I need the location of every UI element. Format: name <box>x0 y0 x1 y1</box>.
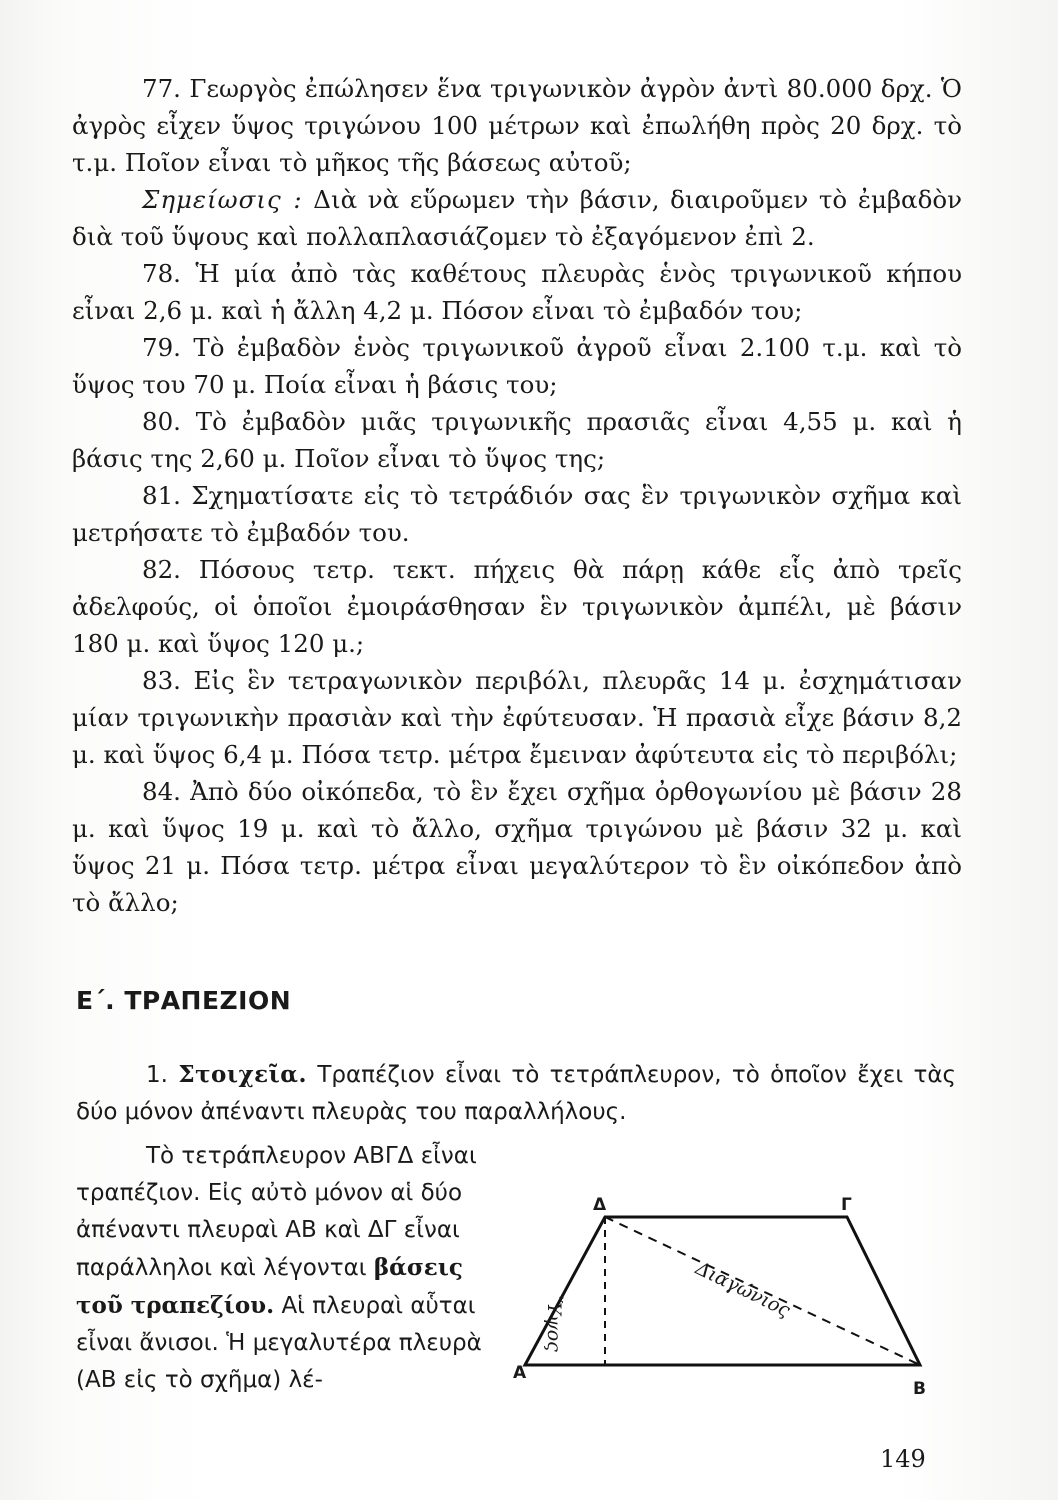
definition-number: 1. <box>146 1062 168 1088</box>
vertex-b-label: Β <box>913 1379 926 1399</box>
problem-text: Σχηματίσατε εἰς τὸ τετράδιόν σας ἓν τριγωνικὸν σχῆμα καὶ μετρήσατε τὸ ἐμβαδόν του. <box>72 481 963 547</box>
note-label: Σημείωσις : <box>142 185 303 214</box>
problem-number: 78. <box>142 259 181 288</box>
problem-text: Ἀπὸ δύο οἰκόπεδα, τὸ ἓν ἔχει σχῆμα ὀρθογωνίου μὲ βάσιν 28 μ. καὶ ὕψος 19 μ. καὶ τὸ ἄλλο, σχῆμα τριγώνου μὲ βάσιν 32 μ. καὶ ὕψος 21 μ. Πόσα τετρ. μέτρα εἶναι μεγαλύτερον τὸ ἓν οἰκόπεδον ἀπὸ τὸ ἄλλο; <box>72 777 962 917</box>
bases-term: βάσεις τοῦ τραπεζίου. <box>76 1254 463 1319</box>
definition-label: Στοιχεῖα. <box>178 1061 307 1088</box>
trapezoid-diagram <box>505 1195 935 1405</box>
diagonal-label: Διαγώνιος <box>692 1257 794 1322</box>
trapezoid-figure <box>505 1195 935 1405</box>
problem-82 <box>72 551 962 662</box>
body-part2: Αἱ πλευραὶ αὗται εἶναι ἄνισοι. Ἡ μεγαλυτέρα πλευρὰ (ΑΒ εἰς τὸ σχῆμα) λέ- <box>76 1293 482 1393</box>
problem-text: Τὸ ἐμβαδὸν ἑνὸς τριγωνικοῦ ἀγροῦ εἶναι 2.100 τ.μ. καὶ τὸ ὕψος του 70 μ. Ποία εἶναι ἡ βάσις του; <box>72 333 963 399</box>
problem-text: Πόσους τετρ. τεκτ. πήχεις θὰ πάρῃ κάθε εἷς ἀπὸ τρεῖς ἀδελφούς, οἱ ὁποῖοι ἐμοιράσθησαν ἓν τριγωνικὸν ἀμπέλι, μὲ βάσιν 180 μ. καὶ ὕψος 120 μ.; <box>72 555 962 658</box>
problem-number: 77. <box>142 74 181 103</box>
note <box>72 181 962 255</box>
vertex-a-label: Α <box>513 1363 527 1383</box>
body-paragraph <box>76 1138 496 1399</box>
problem-number: 82. <box>142 555 181 584</box>
problem-text: Ἡ μία ἀπὸ τὰς καθέτους πλευρὰς ἑνὸς τριγωνικοῦ κήπου εἶναι 2,6 μ. καὶ ἡ ἄλλη 4,2 μ. Πόσον εἶναι τὸ ἐμβαδόν του; <box>72 259 962 325</box>
problem-number: 83. <box>142 666 181 695</box>
problem-77 <box>72 70 962 181</box>
problem-text: Γεωργὸς ἐπώλησεν ἕνα τριγωνικὸν ἀγρὸν ἀντὶ 80.000 δρχ. Ὁ ἀγρὸς εἶχεν ὕψος τριγώνου 100 μέτρων καὶ ἐπωλήθη πρὸς 20 δρχ. τὸ τ.μ. Ποῖον εἶναι τὸ μῆκος τῆς βάσεως αὐτοῦ; <box>72 74 962 177</box>
problem-number: 79. <box>142 333 181 362</box>
problem-number: 84. <box>142 777 181 806</box>
problem-number: 81. <box>142 481 181 510</box>
problem-number: 80. <box>142 407 181 436</box>
body-text <box>76 1138 496 1399</box>
page-number: 149 <box>880 1445 926 1473</box>
note-text: Διὰ νὰ εὕρωμεν τὴν βάσιν, διαιροῦμεν τὸ ἐμβαδὸν διὰ τοῦ ὕψους καὶ πολλαπλασιάζομεν τὸ ἐξαγόμενον ἐπὶ 2. <box>72 185 962 251</box>
definition-paragraph <box>76 1056 956 1131</box>
vertex-g-label: Γ <box>841 1195 852 1215</box>
problem-80 <box>72 403 962 477</box>
problem-83 <box>72 662 962 773</box>
problem-text: Τὸ ἐμβαδὸν μιᾶς τριγωνικῆς πρασιᾶς εἶναι 4,55 μ. καὶ ἡ βάσις της 2,60 μ. Ποῖον εἶναι τὸ ὕψος της; <box>72 407 962 473</box>
problem-81 <box>72 477 962 551</box>
vertex-d-label: Δ <box>593 1195 607 1215</box>
problem-text: Εἰς ἓν τετραγωνικὸν περιβόλι, πλευρᾶς 14 μ. ἐσχημάτισαν μίαν τριγωνικὴν πρασιὰν καὶ τὴν ἐφύτευσαν. Ἡ πρασιὰ εἶχε βάσιν 8,2 μ. καὶ ὕψος 6,4 μ. Πόσα τετρ. μέτρα ἔμειναν ἀφύτευτα εἰς τὸ περιβόλι; <box>72 666 962 769</box>
problem-78 <box>72 255 962 329</box>
definition-text: Τραπέζιον εἶναι τὸ τετράπλευρον, τὸ ὁποῖον ἔχει τὰς δύο μόνον ἀπέναντι πλευρὰς του παραλλήλους. <box>76 1062 957 1125</box>
definition <box>76 1056 956 1131</box>
problem-79 <box>72 329 962 403</box>
height-label: Ὕψος <box>543 1295 565 1352</box>
body-part1: Τὸ τετράπλευρον ΑΒΓΔ εἶναι τραπέζιον. Εἰς αὐτὸ μόνον αἱ δύο ἀπέναντι πλευραὶ ΑΒ καὶ ΔΓ εἶναι παράλληλοι καὶ λέγονται <box>76 1143 477 1281</box>
problem-84 <box>72 773 962 921</box>
problem-list <box>72 70 962 921</box>
section-title: Ε΄. ΤΡΑΠΕΖΙΟΝ <box>76 986 292 1015</box>
